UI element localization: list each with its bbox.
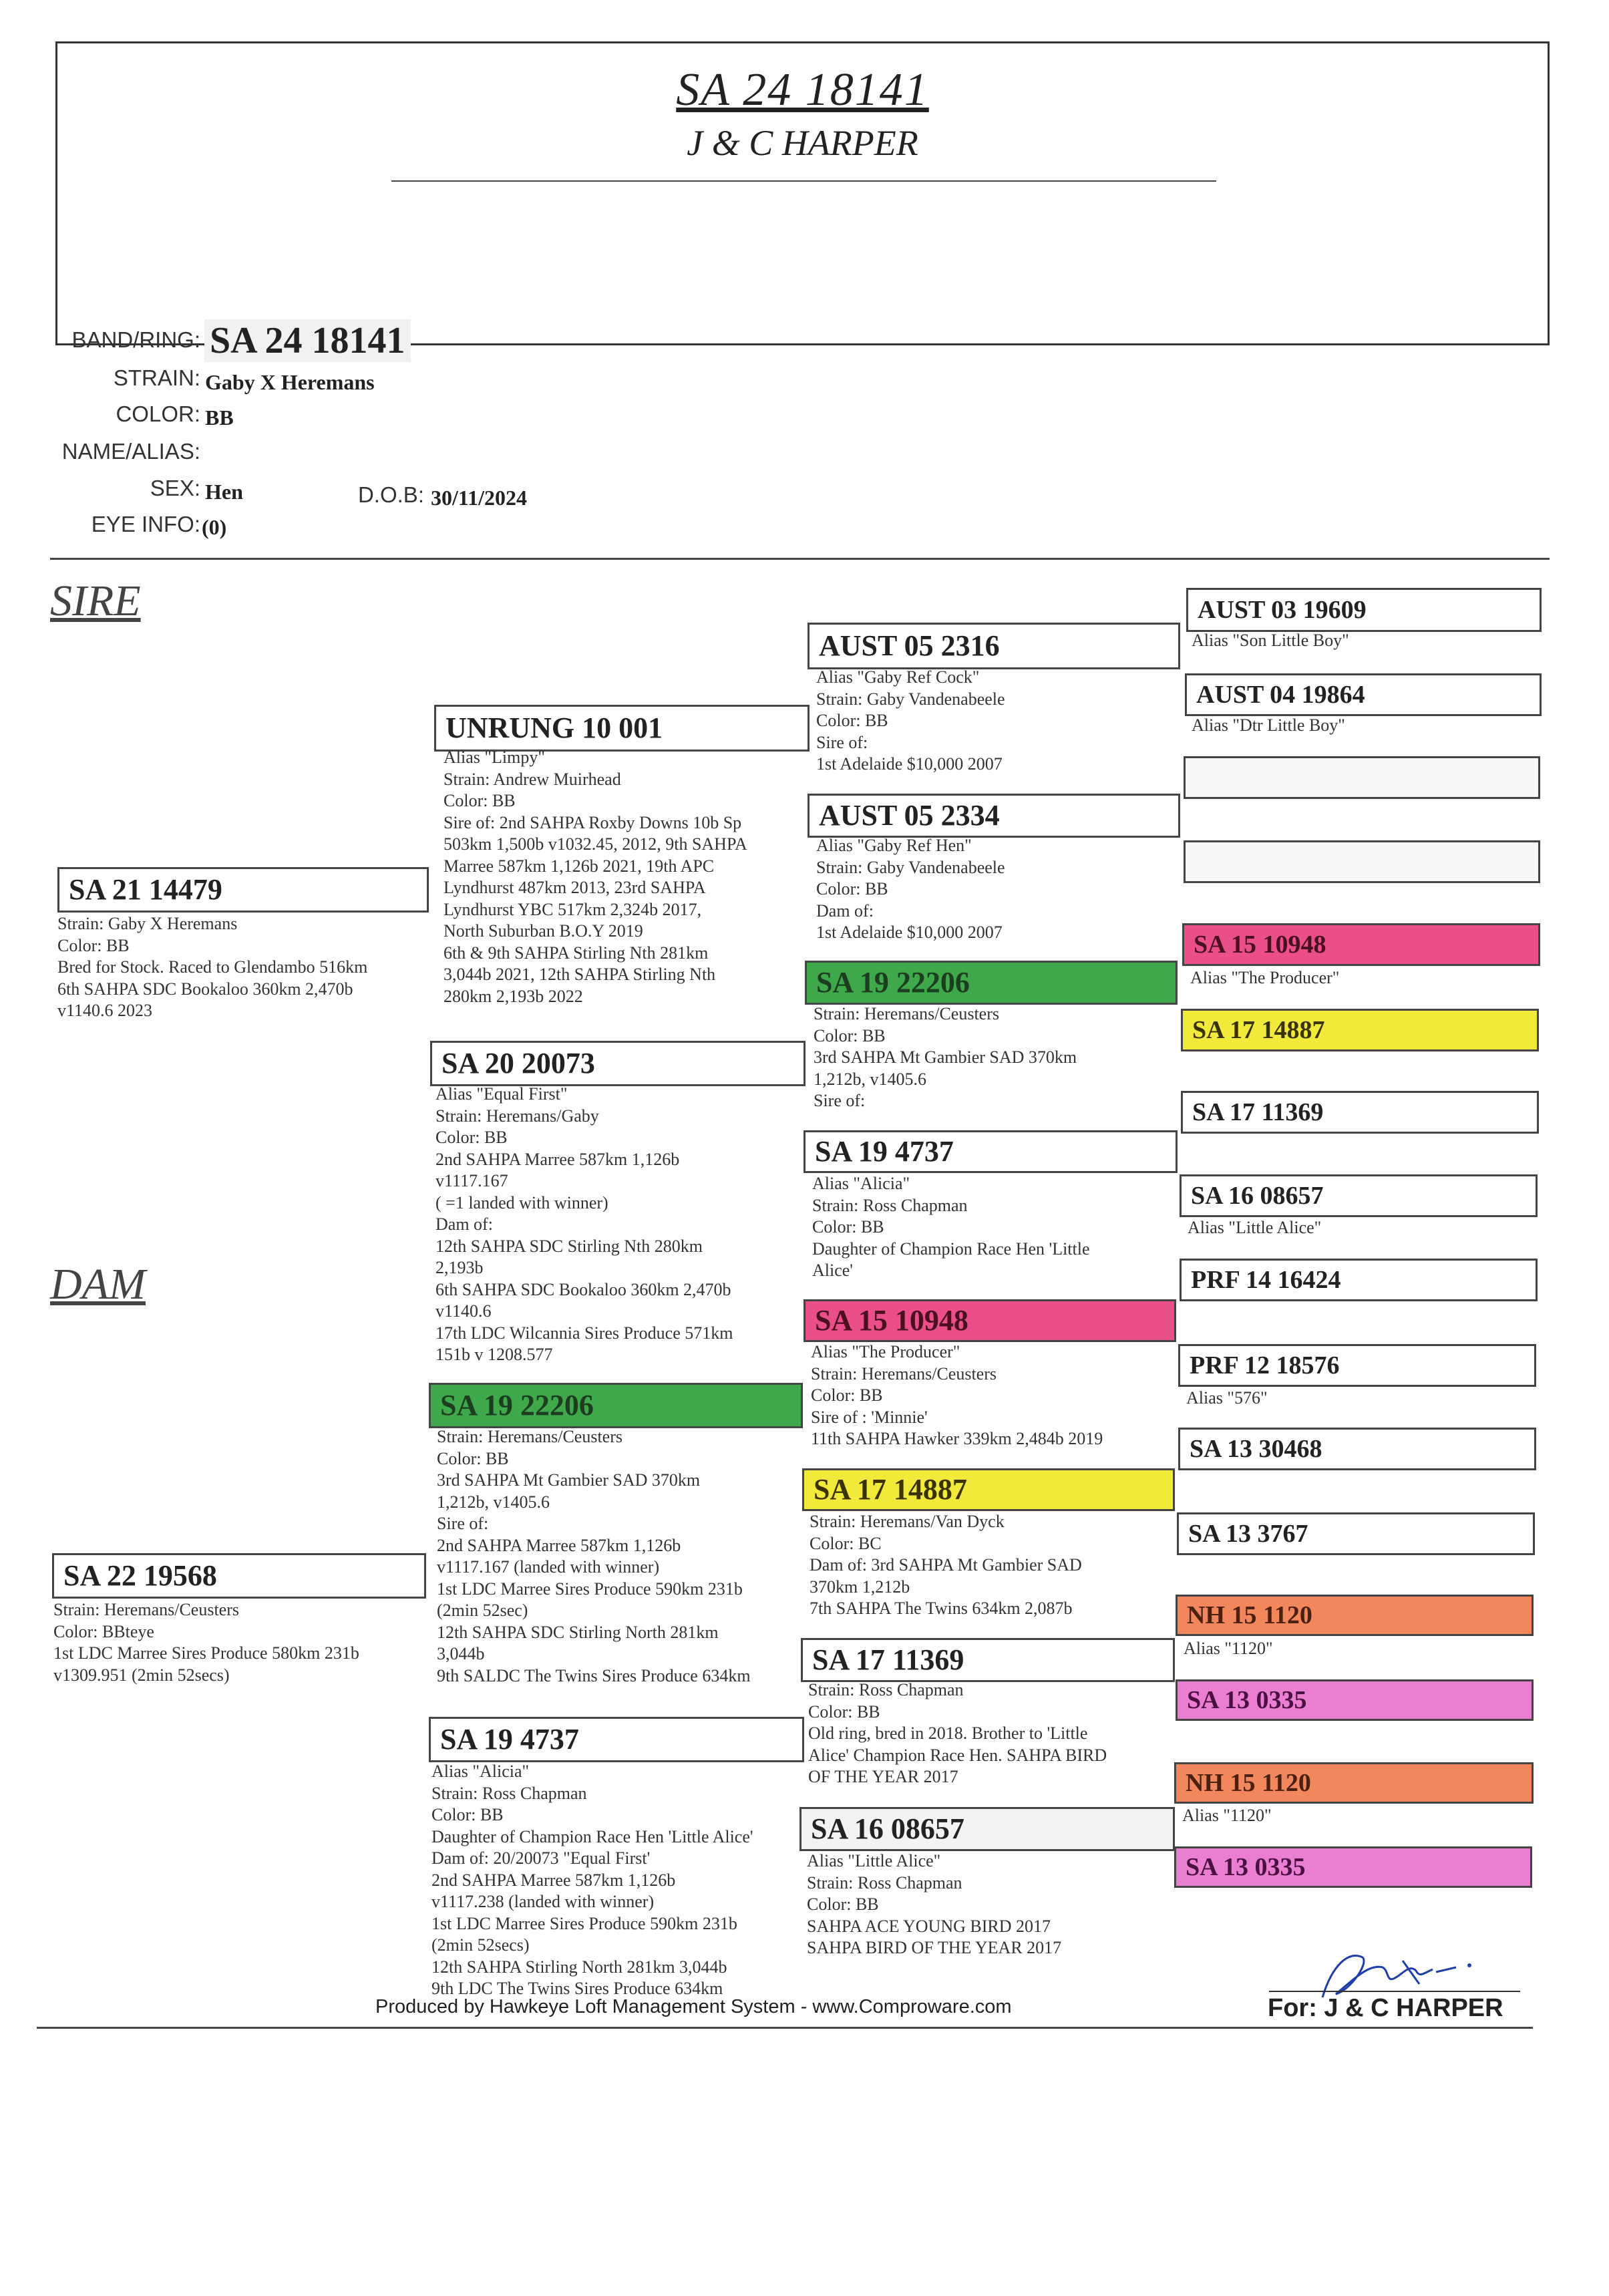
dam-dam-band: SA 19 4737 <box>429 1717 804 1762</box>
ddd-band: SA 16 08657 <box>799 1807 1175 1851</box>
g4-13-band: NH 15 1120 <box>1176 1595 1534 1636</box>
sds-details: Strain: Heremans/Ceusters Color: BB 3rd SAHPA Mt Gambier SAD 370km 1,212b, v1405.6 Sire of: <box>814 1004 1077 1110</box>
g4-3-band <box>1184 756 1540 799</box>
name-label: NAME/ALIAS: <box>61 439 200 464</box>
g4-11-band: SA 13 30468 <box>1178 1428 1536 1470</box>
g4-2-band: AUST 04 19864 <box>1185 673 1542 716</box>
dam-details: Strain: Heremans/Ceusters Color: BBteye 1st LDC Marree Sires Produce 580km 231b v1309.951 (2min 52secs) <box>53 1600 359 1685</box>
dss-details: Alias "The Producer" Strain: Heremans/Ceusters Color: BB Sire of : 'Minnie' 11th SAHPA Hawker 339km 2,484b 2019 <box>811 1342 1103 1448</box>
g4-1-band: AUST 03 19609 <box>1186 588 1542 632</box>
dsd-band: SA 17 14887 <box>802 1468 1175 1511</box>
g4-2-alias: Alias "Dtr Little Boy" <box>1192 715 1345 735</box>
color-value: BB <box>205 405 234 430</box>
ssd-band: AUST 05 2334 <box>808 794 1180 838</box>
g4-15-alias: Alias "1120" <box>1182 1806 1272 1825</box>
g4-12-band: SA 13 3767 <box>1177 1512 1535 1555</box>
g4-13-alias: Alias "1120" <box>1184 1639 1273 1658</box>
g4-7-band: SA 17 11369 <box>1181 1091 1539 1134</box>
dsd-details: Strain: Heremans/Van Dyck Color: BC Dam of: 3rd SAHPA Mt Gambier SAD 370km 1,212b 7th SAHPA The Twins 634km 2,087b <box>810 1512 1082 1618</box>
g4-8-band: SA 16 08657 <box>1180 1174 1538 1217</box>
dam-sire-details: Strain: Heremans/Ceusters Color: BB 3rd SAHPA Mt Gambier SAD 370km 1,212b, v1405.6 Sire of: 2nd SAHPA Marree 587km 1,126b v1117.167 (landed with winner) 1st LDC Marree Sires Produce 590km 231b (2min 52sec) 12th SAHPA SDC Stirling North 281km 3,044b 9th SALDC The Twins Sires Produce 634km <box>437 1427 751 1685</box>
sire-dam-band: SA 20 20073 <box>430 1041 806 1086</box>
g4-5-alias: Alias "The Producer" <box>1190 968 1340 987</box>
sex-value: Hen <box>205 480 243 504</box>
sdd-band: SA 19 4737 <box>803 1130 1178 1173</box>
header-box <box>55 41 1550 345</box>
sire-details: Strain: Gaby X Heremans Color: BB Bred for Stock. Raced to Glendambo 516km 6th SAHPA SDC Bookaloo 360km 2,470b v1140.6 2023 <box>57 914 368 1020</box>
sss-details: Alias "Gaby Ref Cock" Strain: Gaby Vandenabeele Color: BB Sire of: 1st Adelaide $10,000 2007 <box>816 667 1005 774</box>
g4-1-alias: Alias "Son Little Boy" <box>1192 631 1349 650</box>
sire-section-label: SIRE <box>50 577 141 625</box>
sex-label: SEX: <box>150 476 200 500</box>
g4-15-band: NH 15 1120 <box>1174 1762 1534 1804</box>
g4-10-band: PRF 12 18576 <box>1178 1344 1536 1387</box>
header-band-number: SA 24 18141 <box>676 64 929 116</box>
header-divider <box>391 180 1216 182</box>
header-separator <box>50 558 1550 560</box>
g4-6-band: SA 17 14887 <box>1181 1009 1539 1051</box>
dam-sire-band: SA 19 22206 <box>429 1383 803 1428</box>
g4-8-alias: Alias "Little Alice" <box>1188 1218 1322 1237</box>
strain-label: STRAIN: <box>113 365 200 390</box>
sire-dam-details: Alias "Equal First" Strain: Heremans/Gaby Color: BB 2nd SAHPA Marree 587km 1,126b v1117.167 ( =1 landed with winner) Dam of: 12th SAHPA SDC Stirling Nth 280km 2,193b 6th SAHPA SDC Bookaloo 360km 2,470b v1140.6 17th LDC Wilcannia Sires Produce 571km 151b v 1208.577 <box>435 1084 733 1364</box>
band-label: BAND/RING: <box>71 327 200 352</box>
footer-separator <box>37 2027 1533 2029</box>
dam-section-label: DAM <box>50 1260 146 1309</box>
eye-info-value: (0) <box>202 515 227 539</box>
sdd-details: Alias "Alicia" Strain: Ross Chapman Color: BB Daughter of Champion Race Hen 'Little Alice' <box>812 1174 1090 1280</box>
sds-band: SA 19 22206 <box>805 961 1178 1005</box>
g4-4-band <box>1184 840 1540 883</box>
dss-band: SA 15 10948 <box>803 1299 1176 1342</box>
sss-band: AUST 05 2316 <box>808 623 1180 669</box>
sire-band: SA 21 14479 <box>57 867 429 913</box>
color-label: COLOR: <box>116 401 200 426</box>
produced-by-text: Produced by Hawkeye Loft Management System - www.Comproware.com <box>375 1996 1012 2017</box>
dds-details: Strain: Ross Chapman Color: BB Old ring, bred in 2018. Brother to 'Little Alice' Champion Race Hen. SAHPA BIRD OF THE YEAR 2017 <box>808 1680 1107 1786</box>
dds-band: SA 17 11369 <box>801 1638 1175 1682</box>
for-owner-text: For: J & C HARPER <box>1268 1994 1503 2022</box>
ddd-details: Alias "Little Alice" Strain: Ross Chapman Color: BB SAHPA ACE YOUNG BIRD 2017 SAHPA BIRD OF THE YEAR 2017 <box>807 1851 1062 1957</box>
g4-14-band: SA 13 0335 <box>1176 1679 1534 1721</box>
strain-value: Gaby X Heremans <box>205 370 375 394</box>
band-value: SA 24 18141 <box>204 319 411 362</box>
g4-9-band: PRF 14 16424 <box>1180 1259 1538 1301</box>
signature-line <box>1269 1991 1520 1992</box>
g4-10-alias: Alias "576" <box>1186 1388 1268 1408</box>
dob-label: D.O.B: <box>357 482 424 507</box>
ssd-details: Alias "Gaby Ref Hen" Strain: Gaby Vandenabeele Color: BB Dam of: 1st Adelaide $10,000 2007 <box>816 836 1005 942</box>
eye-info-label: EYE INFO: <box>91 512 200 536</box>
dam-dam-details: Alias "Alicia" Strain: Ross Chapman Color: BB Daughter of Champion Race Hen 'Little Alice' Dam of: 20/20073 "Equal First' 2nd SAHPA Marree 587km 1,126b v1117.238 (landed with winner) 1st LDC Marree Sires Produce 590km 231b (2min 52secs) 12th SAHPA Stirling North 281km 3,044b 9th LDC The Twins Sires Produce 634km <box>431 1762 753 1998</box>
dam-band: SA 22 19568 <box>52 1553 426 1599</box>
g4-5-band: SA 15 10948 <box>1182 923 1540 966</box>
header-owner: J & C HARPER <box>687 123 918 163</box>
g4-16-band: SA 13 0335 <box>1174 1846 1532 1888</box>
dob-value: 30/11/2024 <box>431 486 528 510</box>
sire-sire-details: Alias "Limpy" Strain: Andrew Muirhead Color: BB Sire of: 2nd SAHPA Roxby Downs 10b Sp 503km 1,500b v1032.45, 2012, 9th SAHPA Marree 587km 1,126b 2021, 19th APC Lyndhurst 487km 2013, 23rd SAHPA Lyndhurst YBC 517km 2,324b 2017, North Suburban B.O.Y 2019 6th & 9th SAHPA Stirling Nth 281km 3,044b 2021, 12th SAHPA Stirling Nth 280km 2,193b 2022 <box>443 748 747 1006</box>
sire-sire-band: UNRUNG 10 001 <box>434 705 810 752</box>
